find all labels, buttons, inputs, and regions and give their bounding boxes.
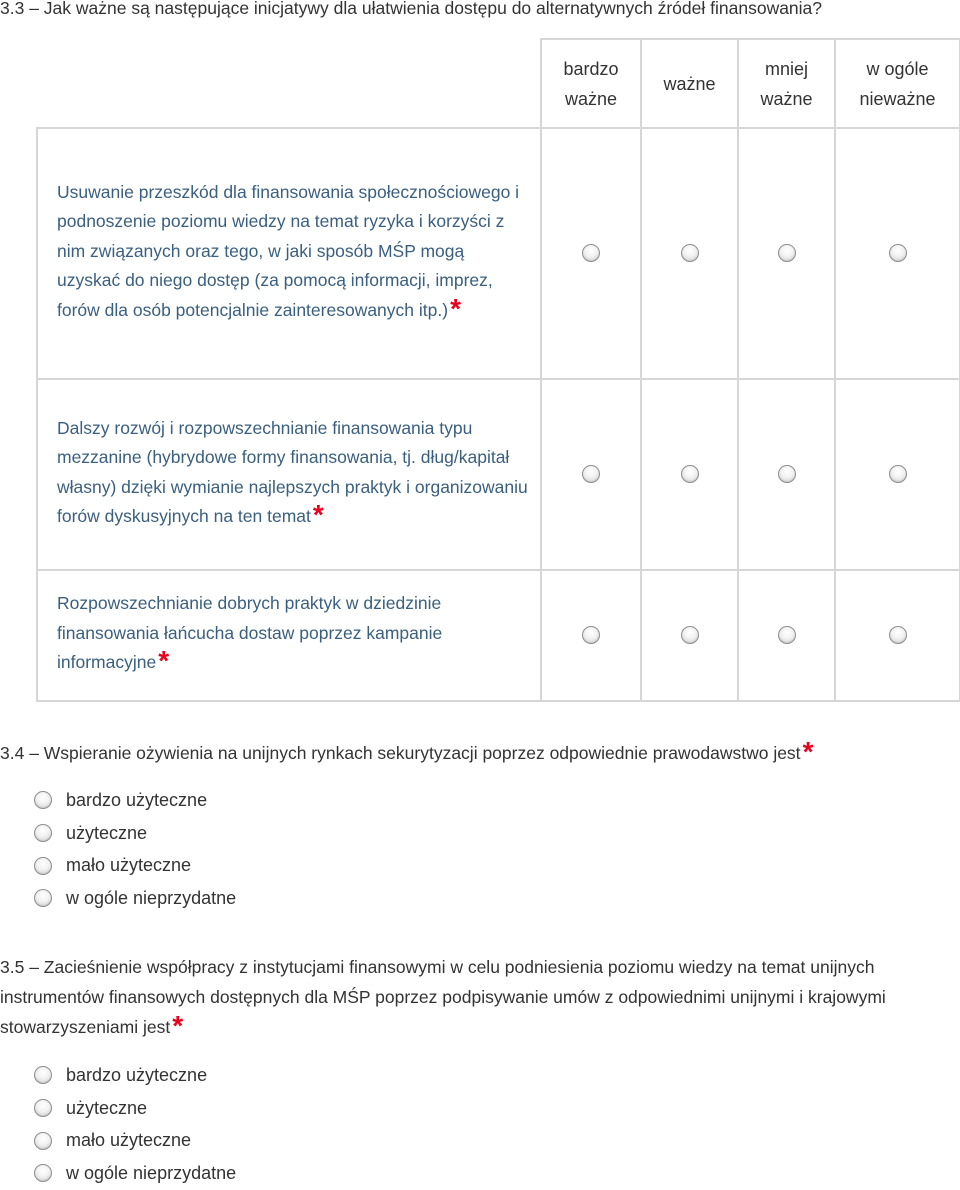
column-header-mniej-wazne	[738, 39, 835, 128]
question-3-5-text: 3.5 – Zacieśnienie współpracy z instytucjami finansowymi w celu podniesienia poziomu wiedzy na temat unijnych instrumentów finansowych dostępnych dla MŚP poprzez podpisywanie umów z odpowiednimi unijnymi i krajowymi stowarzyszeniami jest	[0, 957, 886, 1037]
option-label: użyteczne	[66, 822, 148, 843]
row-label-text: Usuwanie przeszkód dla finansowania społecznościowego i podnoszenie poziomu wiedzy na temat ryzyka i korzyści z nim związanych oraz tego, w jaki sposób MŚP mogą uzyskać do niego dostęp (za pomocą informacji, imprez, forów dla osób potencjalnie zainteresowanych itp.)	[57, 181, 520, 320]
option-w-ogole-nieprzydatne[interactable]	[34, 882, 236, 915]
row-label	[37, 379, 541, 570]
radio-button[interactable]	[34, 889, 52, 907]
radio-button[interactable]	[778, 626, 796, 644]
column-header-line: bardzo	[563, 58, 619, 79]
matrix-row-crowdfunding	[37, 128, 960, 379]
radio-button[interactable]	[889, 465, 907, 483]
column-header-line: ważne	[564, 88, 618, 109]
column-header-line: w ogóle	[866, 58, 929, 79]
required-marker: *	[450, 292, 461, 324]
option-uzyteczne[interactable]	[34, 817, 236, 850]
column-header-line: ważne	[760, 88, 813, 109]
question-3-4-options	[34, 784, 236, 915]
radio-button[interactable]	[889, 626, 907, 644]
column-header-line: ważne	[663, 73, 716, 94]
matrix-cell	[541, 570, 641, 701]
option-bardzo-uzyteczne[interactable]	[34, 784, 236, 817]
option-label: użyteczne	[66, 1097, 148, 1118]
option-bardzo-uzyteczne[interactable]	[34, 1059, 236, 1092]
radio-button[interactable]	[582, 465, 600, 483]
column-header-line: mniej	[764, 58, 808, 79]
matrix-cell	[835, 379, 960, 570]
matrix-cell	[541, 128, 641, 379]
option-label: w ogóle nieprzydatne	[66, 1162, 237, 1183]
required-marker: *	[312, 499, 324, 530]
column-header-bardzo-wazne	[541, 39, 641, 128]
column-header-line: nieważne	[859, 88, 936, 109]
option-label: w ogóle nieprzydatne	[66, 887, 237, 908]
radio-button[interactable]	[582, 626, 600, 644]
option-label: bardzo użyteczne	[66, 789, 208, 810]
row-label	[37, 128, 541, 379]
radio-button[interactable]	[34, 1132, 52, 1150]
matrix-cell	[835, 128, 960, 379]
radio-button[interactable]	[778, 465, 796, 483]
radio-button[interactable]	[681, 465, 699, 483]
matrix-corner	[37, 39, 541, 128]
radio-button[interactable]	[34, 1099, 52, 1117]
matrix-cell	[835, 570, 960, 701]
question-3-5-options	[34, 1059, 236, 1190]
matrix-cell	[541, 379, 641, 570]
radio-button[interactable]	[34, 1164, 52, 1182]
question-3-3-matrix	[36, 38, 960, 702]
matrix-cell	[641, 379, 738, 570]
row-label-text: Dalszy rozwój i rozpowszechnianie finansowania typu mezzanine (hybrydowe formy finansowania, tj. dług/kapitał własny) dzięki wymianie najlepszych praktyk i organizowaniu forów dyskusyjnych na ten temat	[57, 417, 528, 526]
option-label: mało użyteczne	[66, 1130, 192, 1151]
radio-button[interactable]	[681, 626, 699, 644]
option-label: mało użyteczne	[66, 855, 192, 876]
radio-button[interactable]	[34, 824, 52, 842]
matrix-header-row	[37, 39, 960, 128]
required-marker: *	[172, 1010, 184, 1041]
question-3-4-text: 3.4 – Wspieranie ożywienia na unijnych rynkach sekurytyzacji poprzez odpowiednie prawodawstwo jest	[0, 743, 801, 763]
required-marker: *	[158, 645, 170, 677]
radio-button[interactable]	[34, 1066, 52, 1084]
matrix-row-mezzanine	[37, 379, 960, 570]
question-3-5-title	[0, 952, 960, 1042]
matrix-cell	[738, 379, 835, 570]
option-malo-uzyteczne[interactable]	[34, 849, 236, 882]
radio-button[interactable]	[889, 244, 907, 262]
matrix-cell	[738, 128, 835, 379]
option-label: bardzo użyteczne	[66, 1064, 208, 1085]
matrix-cell	[641, 570, 738, 701]
matrix-cell	[738, 570, 835, 701]
radio-button[interactable]	[34, 857, 52, 875]
required-marker: *	[802, 736, 814, 767]
option-malo-uzyteczne[interactable]	[34, 1124, 236, 1157]
option-uzyteczne[interactable]	[34, 1092, 236, 1125]
question-3-4-title	[0, 738, 813, 768]
row-label-text: Rozpowszechnianie dobrych praktyk w dziedzinie finansowania łańcucha dostaw poprzez kampanie informacyjne	[57, 593, 443, 673]
question-3-3-title	[0, 0, 822, 23]
row-label	[37, 570, 541, 701]
matrix-cell	[641, 128, 738, 379]
radio-button[interactable]	[582, 244, 600, 262]
question-3-3-text: 3.3 – Jak ważne są następujące inicjatywy dla ułatwienia dostępu do alternatywnych źródeł finansowania?	[0, 0, 823, 18]
radio-button[interactable]	[34, 791, 52, 809]
matrix-row-supply-chain	[37, 570, 960, 701]
radio-button[interactable]	[778, 244, 796, 262]
column-header-wazne	[641, 39, 738, 128]
column-header-w-ogole-niewazne	[835, 39, 960, 128]
option-w-ogole-nieprzydatne[interactable]	[34, 1157, 236, 1190]
radio-button[interactable]	[681, 244, 699, 262]
